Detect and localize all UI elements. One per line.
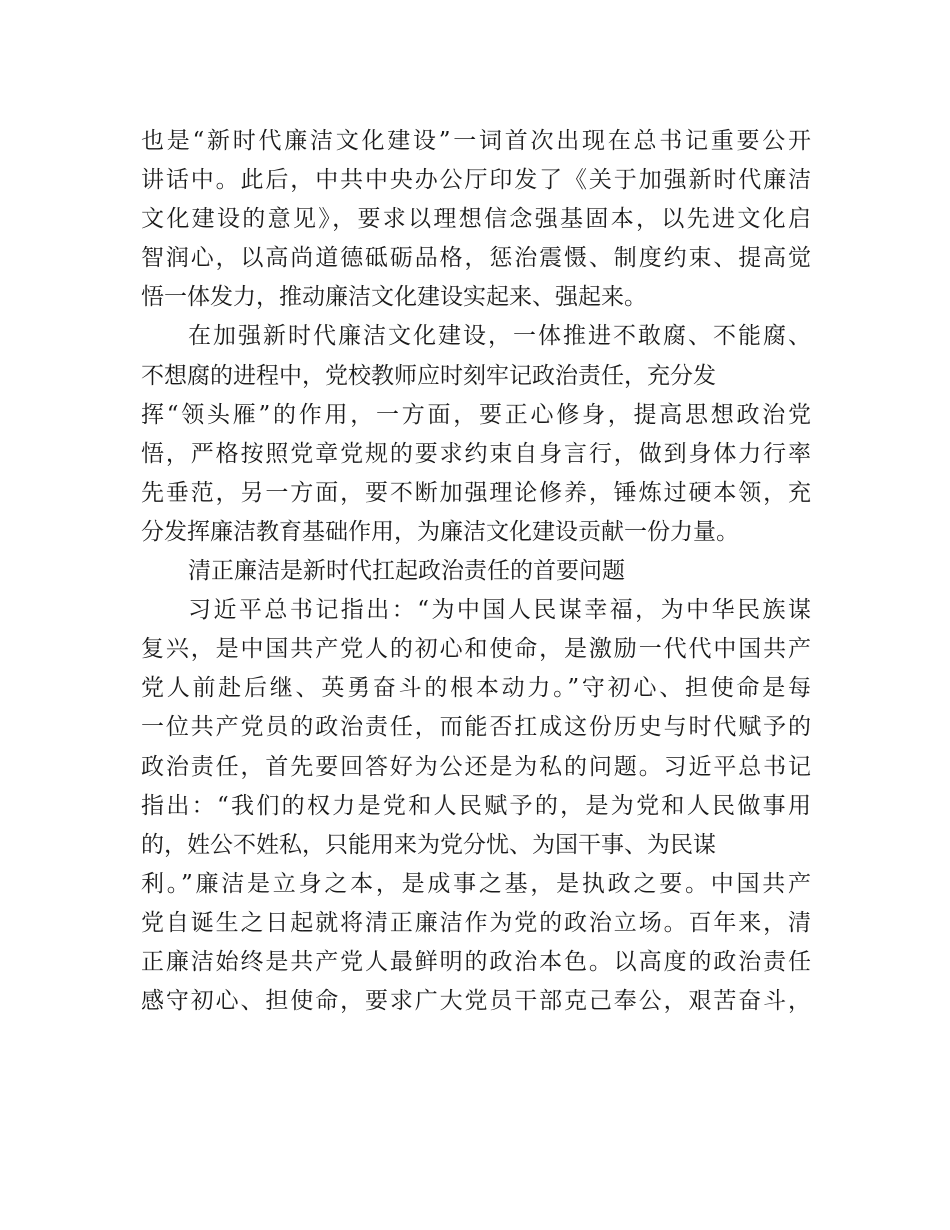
- text-line: 悟一体发力，推动廉洁文化建设实起来、强起来。: [141, 284, 647, 311]
- text-line: 讲话中。此后，中共中央办公厅印发了《关于加强新时代廉洁: [141, 167, 811, 194]
- text-line: 先垂范，另一方面，要不断加强理论修养，锤炼过硬本领，充: [141, 479, 811, 506]
- text-line: 指出：“我们的权力是党和人民赋予的，是为党和人民做事用: [141, 792, 811, 819]
- text-line: 一位共产党员的政治责任，而能否扛成这份历史与时代赋予的: [141, 714, 811, 741]
- text-line: 政治责任，首先要回答好为公还是为私的问题。习近平总书记: [141, 753, 811, 780]
- text-line: 挥“领头雁”的作用，一方面，要正心修身，提高思想政治党: [141, 401, 811, 428]
- text-line: 党自诞生之日起就将清正廉洁作为党的政治立场。百年来，清: [141, 909, 811, 936]
- text-line: 分发挥廉洁教育基础作用，为廉洁文化建设贡献一份力量。: [141, 518, 739, 545]
- text-line: 感守初心、担使命，要求广大党员干部克己奉公，艰苦奋斗，: [141, 988, 811, 1015]
- text-line: 也是“新时代廉洁文化建设”一词首次出现在总书记重要公开: [141, 128, 811, 154]
- text-line: 正廉洁始终是共产党人最鲜明的政治本色。以高度的政治责任: [141, 948, 811, 975]
- text-line: 党人前赴后继、英勇奋斗的根本动力。”守初心、担使命是每: [141, 675, 811, 702]
- section-heading: 清正廉洁是新时代扛起政治责任的首要问题: [188, 558, 625, 585]
- text-line: 利。”廉洁是立身之本，是成事之基，是执政之要。中国共产: [141, 870, 811, 897]
- document-body: [141, 122, 811, 1021]
- text-line: 悟，严格按照党章党规的要求约束自身言行，做到身体力行率: [141, 440, 811, 467]
- text-line: 不想腐的进程中，党校教师应时刻牢记政治责任，充分发: [141, 362, 716, 389]
- text-line: 智润心，以高尚道德砥砺品格，惩治震慑、制度约束、提高觉: [141, 245, 811, 272]
- paragraph-first-line: 习近平总书记指出：“为中国人民谋幸福，为中华民族谋: [188, 597, 811, 624]
- paragraph-first-line: 在加强新时代廉洁文化建设，一体推进不敢腐、不能腐、: [188, 323, 811, 350]
- text-line: 文化建设的意见》，要求以理想信念强基固本，以先进文化启: [141, 206, 811, 233]
- text-line: 的，姓公不姓私，只能用来为党分忧、为国干事、为民谋: [141, 831, 716, 858]
- text-line: 复兴，是中国共产党人的初心和使命，是激励一代代中国共产: [141, 636, 811, 663]
